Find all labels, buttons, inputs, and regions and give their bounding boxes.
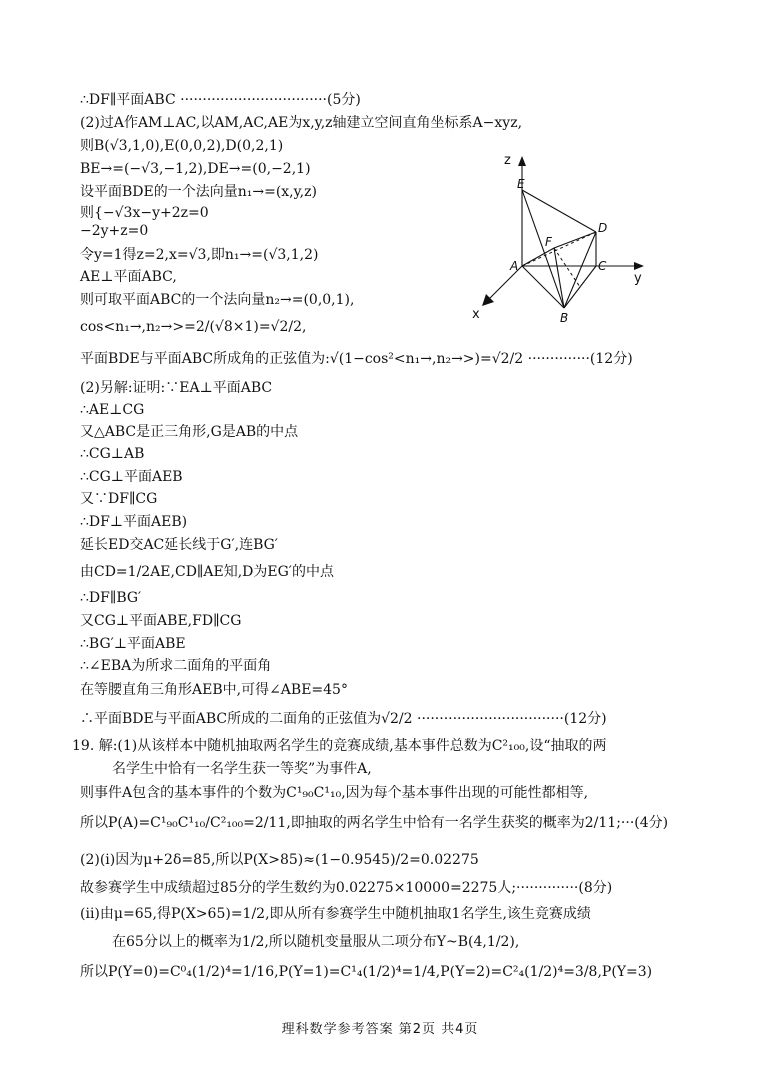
label-C: C	[598, 259, 607, 273]
geometry-figure	[462, 150, 662, 330]
text-line: (2)另解:证明:∵EA⊥平面ABC	[80, 380, 273, 396]
text-line: (ⅱ)由μ=65,得P(X>65)=1/2,即从所有参赛学生中随机抽取1名学生,该生竞赛成绩	[80, 906, 591, 922]
edge-ED	[522, 190, 596, 232]
text-line: ∴BG′⊥平面ABE	[80, 636, 186, 652]
text-line: 又CG⊥平面ABE,FD∥CG	[80, 613, 242, 629]
y-axis-arrow	[634, 262, 644, 270]
text-line: 在等腰直角三角形AEB中,可得∠ABE=45°	[80, 682, 348, 698]
label-x: x	[472, 307, 480, 322]
text-line: −2y+z=0	[80, 223, 149, 239]
text-line: AE⊥平面ABC,	[80, 269, 177, 285]
text-line: 则可取平面ABC的一个法向量n₂→=(0,0,1),	[80, 292, 355, 308]
label-B: B	[560, 311, 569, 325]
text-line: 则{−√3x−y+2z=0	[80, 205, 209, 221]
text-line: 在65分以上的概率为1/2,所以随机变量服从二项分布Y~B(4,1/2),	[112, 934, 520, 950]
edge-FG-dashed	[554, 248, 580, 287]
text-line: 设平面BDE的一个法向量n₁→=(x,y,z)	[80, 184, 317, 200]
text-line: 故参赛学生中成绩超过85分的学生数约为0.02275×10000=2275人;··············(8分)	[80, 880, 613, 896]
text-line: cos<n₁→,n₂→>=2/(√8×1)=√2/2,	[80, 319, 307, 335]
edge-AF	[522, 248, 554, 266]
text-line: 平面BDE与平面ABC所成角的正弦值为:√(1−cos²<n₁→,n₂→>)=√2/2 ··············(12分)	[80, 351, 633, 367]
text-line: 19. 解:(1)从该样本中随机抽取两名学生的竞赛成绩,基本事件总数为C²₁₀₀,设“抽取的两	[72, 738, 607, 754]
text-line: ∴∠EBA为所求二面角的平面角	[80, 658, 272, 674]
text-line: 又△ABC是正三角形,G是AB的中点	[80, 424, 299, 440]
text-line: 所以P(A)=C¹₉₀C¹₁₀/C²₁₀₀=2/11,即抽取的两名学生中恰有一名学生获奖的概率为2/11;···(4分)	[80, 815, 669, 831]
text-line: 延长ED交AC延长线于G′,连BG′	[80, 537, 278, 553]
text-line: ∴平面BDE与平面ABC所成的二面角的正弦值为√2/2 ·································(12分)	[80, 711, 607, 727]
text-line: ∴CG⊥AB	[80, 446, 145, 462]
text-line: (2)(ⅰ)因为μ+2δ=85,所以P(X>85)≈(1−0.9545)/2=0.02275	[80, 852, 479, 868]
text-line: 由CD=1/2AE,CD∥AE知,D为EG′的中点	[80, 564, 334, 580]
text-line: 又∵DF∥CG	[80, 491, 158, 507]
label-D: D	[598, 221, 608, 235]
edge-AD-dashed	[522, 232, 596, 266]
z-axis-arrow	[518, 156, 526, 166]
page-footer: 理科数学参考答案 第2页 共4页	[281, 1022, 479, 1037]
text-line: ∴DF∥平面ABC ·································(5分)	[80, 92, 361, 108]
text-line: ∴DF⊥平面AEB)	[80, 514, 188, 530]
text-line: 名学生中恰有一名学生获一等奖”为事件A,	[112, 761, 372, 777]
edge-EB	[522, 190, 564, 308]
label-E: E	[517, 177, 525, 191]
label-F: F	[545, 235, 552, 249]
text-line: ∴AE⊥CG	[80, 402, 145, 418]
text-line: 则B(√3,1,0),E(0,0,2),D(0,2,1)	[80, 138, 284, 154]
text-line: ∴CG⊥平面AEB	[80, 469, 183, 485]
text-line: BE→=(−√3,−1,2),DE→=(0,−2,1)	[80, 161, 311, 177]
text-line: (2)过A作AM⊥AC,以AM,AC,AE为x,y,z轴建立空间直角坐标系A−xyz,	[80, 115, 523, 131]
text-line: ∴DF∥BG′	[80, 590, 142, 606]
label-z: z	[504, 153, 511, 168]
text-line: 所以P(Y=0)=C⁰₄(1/2)⁴=1/16,P(Y=1)=C¹₄(1/2)⁴=1/4,P(Y=2)=C²₄(1/2)⁴=3/8,P(Y=3)	[80, 964, 653, 980]
label-A: A	[510, 259, 519, 273]
label-y: y	[634, 271, 642, 286]
text-line: 则事件A包含的基本事件的个数为C¹₉₀C¹₁₀,因为每个基本事件出现的可能性都相等,	[80, 785, 589, 801]
text-line: 令y=1得z=2,x=√3,即n₁→=(√3,1,2)	[80, 247, 319, 263]
